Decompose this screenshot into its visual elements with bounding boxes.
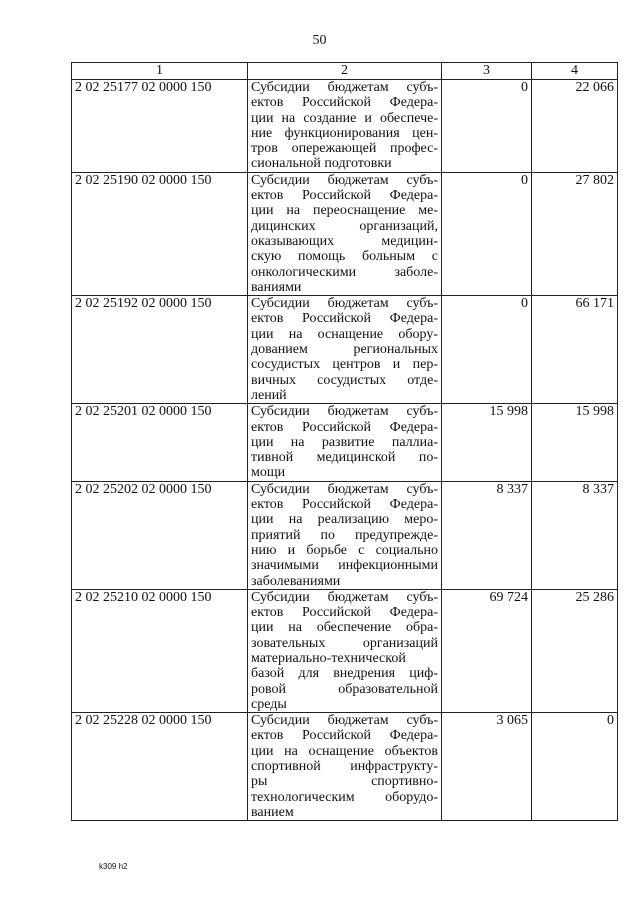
revenue-code-cell: 2 02 25190 02 0000 150 [72,172,248,295]
description-line: ции на оснащение объектов [251,743,438,759]
description-line: Субсидии бюджетам субъ- [251,589,438,605]
amount-col3-cell: 8 337 [442,481,532,589]
description-line: вичных сосудистых отде- [251,372,438,388]
description-line: тров опережающей профес- [251,141,438,157]
table-row [72,404,618,481]
description-line: тивной медицинской по- [251,450,438,466]
amount-col4-cell: 15 998 [532,404,618,481]
description-line: ектов Российской Федера- [251,95,438,111]
description-line: сиональной подготовки [251,156,392,172]
description-cell [248,172,442,295]
description-line: ваниями [251,279,302,295]
description-line: ры спортивно- [251,774,438,790]
amount-col3-cell: 0 [442,80,532,173]
footer-code: k309 h2 [99,862,128,871]
revenue-code-cell: 2 02 25210 02 0000 150 [72,589,248,712]
description-line: ции на переоснащение ме- [251,203,438,219]
description-line: Субсидии бюджетам субъ- [251,80,438,95]
table-row [72,172,618,295]
description-line: заболеваниями [251,573,341,589]
table-row [72,80,618,173]
revenue-code-cell: 2 02 25201 02 0000 150 [72,404,248,481]
description-line: ектов Российской Федера- [251,497,438,513]
description-line: лений [251,387,287,403]
description-line: технологическим оборудо- [251,789,438,805]
description-line: базой для внедрения циф- [251,666,438,682]
amount-col4-cell: 22 066 [532,80,618,173]
amount-col3-cell: 69 724 [442,589,532,712]
column-header-1: 1 [72,63,248,80]
description-cell [248,296,442,404]
column-header-3: 3 [442,63,532,80]
description-line: онкологическими заболе- [251,264,438,280]
description-cell [248,589,442,712]
description-line: зовательных организаций [251,635,438,651]
description-line: Субсидии бюджетам субъ- [251,404,438,420]
table-row [72,589,618,712]
amount-col3-cell: 3 065 [442,713,532,821]
revenue-code-cell: 2 02 25192 02 0000 150 [72,296,248,404]
description-line: сосудистых центров и пер- [251,357,438,373]
description-line: среды [251,696,287,712]
description-line: ции на реализацию меро- [251,512,438,528]
revenue-code-cell: 2 02 25228 02 0000 150 [72,713,248,821]
description-line: нию и борьбе с социально [251,542,438,558]
description-line: ции на оснащение обору- [251,326,438,342]
description-cell [248,80,442,173]
budget-table [71,62,618,821]
description-line: ции на развитие паллиа- [251,434,438,450]
description-line: ектов Российской Федера- [251,311,438,327]
description-line: ектов Российской Федера- [251,728,438,744]
page-number: 50 [312,33,327,48]
description-line: ровой образовательной [251,681,438,697]
description-line: ектов Российской Федера- [251,605,438,621]
description-line: ции на создание и обеспече- [251,110,438,126]
revenue-code-cell: 2 02 25177 02 0000 150 [72,80,248,173]
description-line: Субсидии бюджетам субъ- [251,296,438,312]
description-line: ванием [251,804,294,820]
description-line: значимыми инфекционными [251,558,438,574]
amount-col4-cell: 8 337 [532,481,618,589]
amount-col4-cell: 27 802 [532,172,618,295]
description-line: дицинских организаций, [251,218,438,234]
description-line: скую помощь больным с [251,249,438,265]
description-line: ектов Российской Федера- [251,419,438,435]
column-header-2: 2 [248,63,442,80]
description-cell [248,481,442,589]
amount-col4-cell: 25 286 [532,589,618,712]
description-line: ектов Российской Федера- [251,188,438,204]
amount-col3-cell: 15 998 [442,404,532,481]
description-line: Субсидии бюджетам субъ- [251,481,438,497]
revenue-code-cell: 2 02 25202 02 0000 150 [72,481,248,589]
table-row [72,713,618,821]
description-line: приятий по предупрежде- [251,527,438,543]
description-cell [248,404,442,481]
column-header-4: 4 [532,63,618,80]
description-line: ции на обеспечение обра- [251,620,438,636]
description-line: Субсидии бюджетам субъ- [251,172,438,188]
amount-col4-cell: 0 [532,713,618,821]
description-line: дованием региональных [251,342,438,358]
description-cell [248,713,442,821]
table-row [72,296,618,404]
description-line: Субсидии бюджетам субъ- [251,713,438,729]
table-header-row [72,63,618,80]
amount-col3-cell: 0 [442,172,532,295]
description-line: оказывающих медицин- [251,233,438,249]
description-line: ние функционирования цен- [251,125,438,141]
description-line: мощи [251,465,286,481]
amount-col3-cell: 0 [442,296,532,404]
table-row [72,481,618,589]
description-line: спортивной инфраструкту- [251,759,438,775]
amount-col4-cell: 66 171 [532,296,618,404]
description-line: материально-технической [251,650,406,666]
